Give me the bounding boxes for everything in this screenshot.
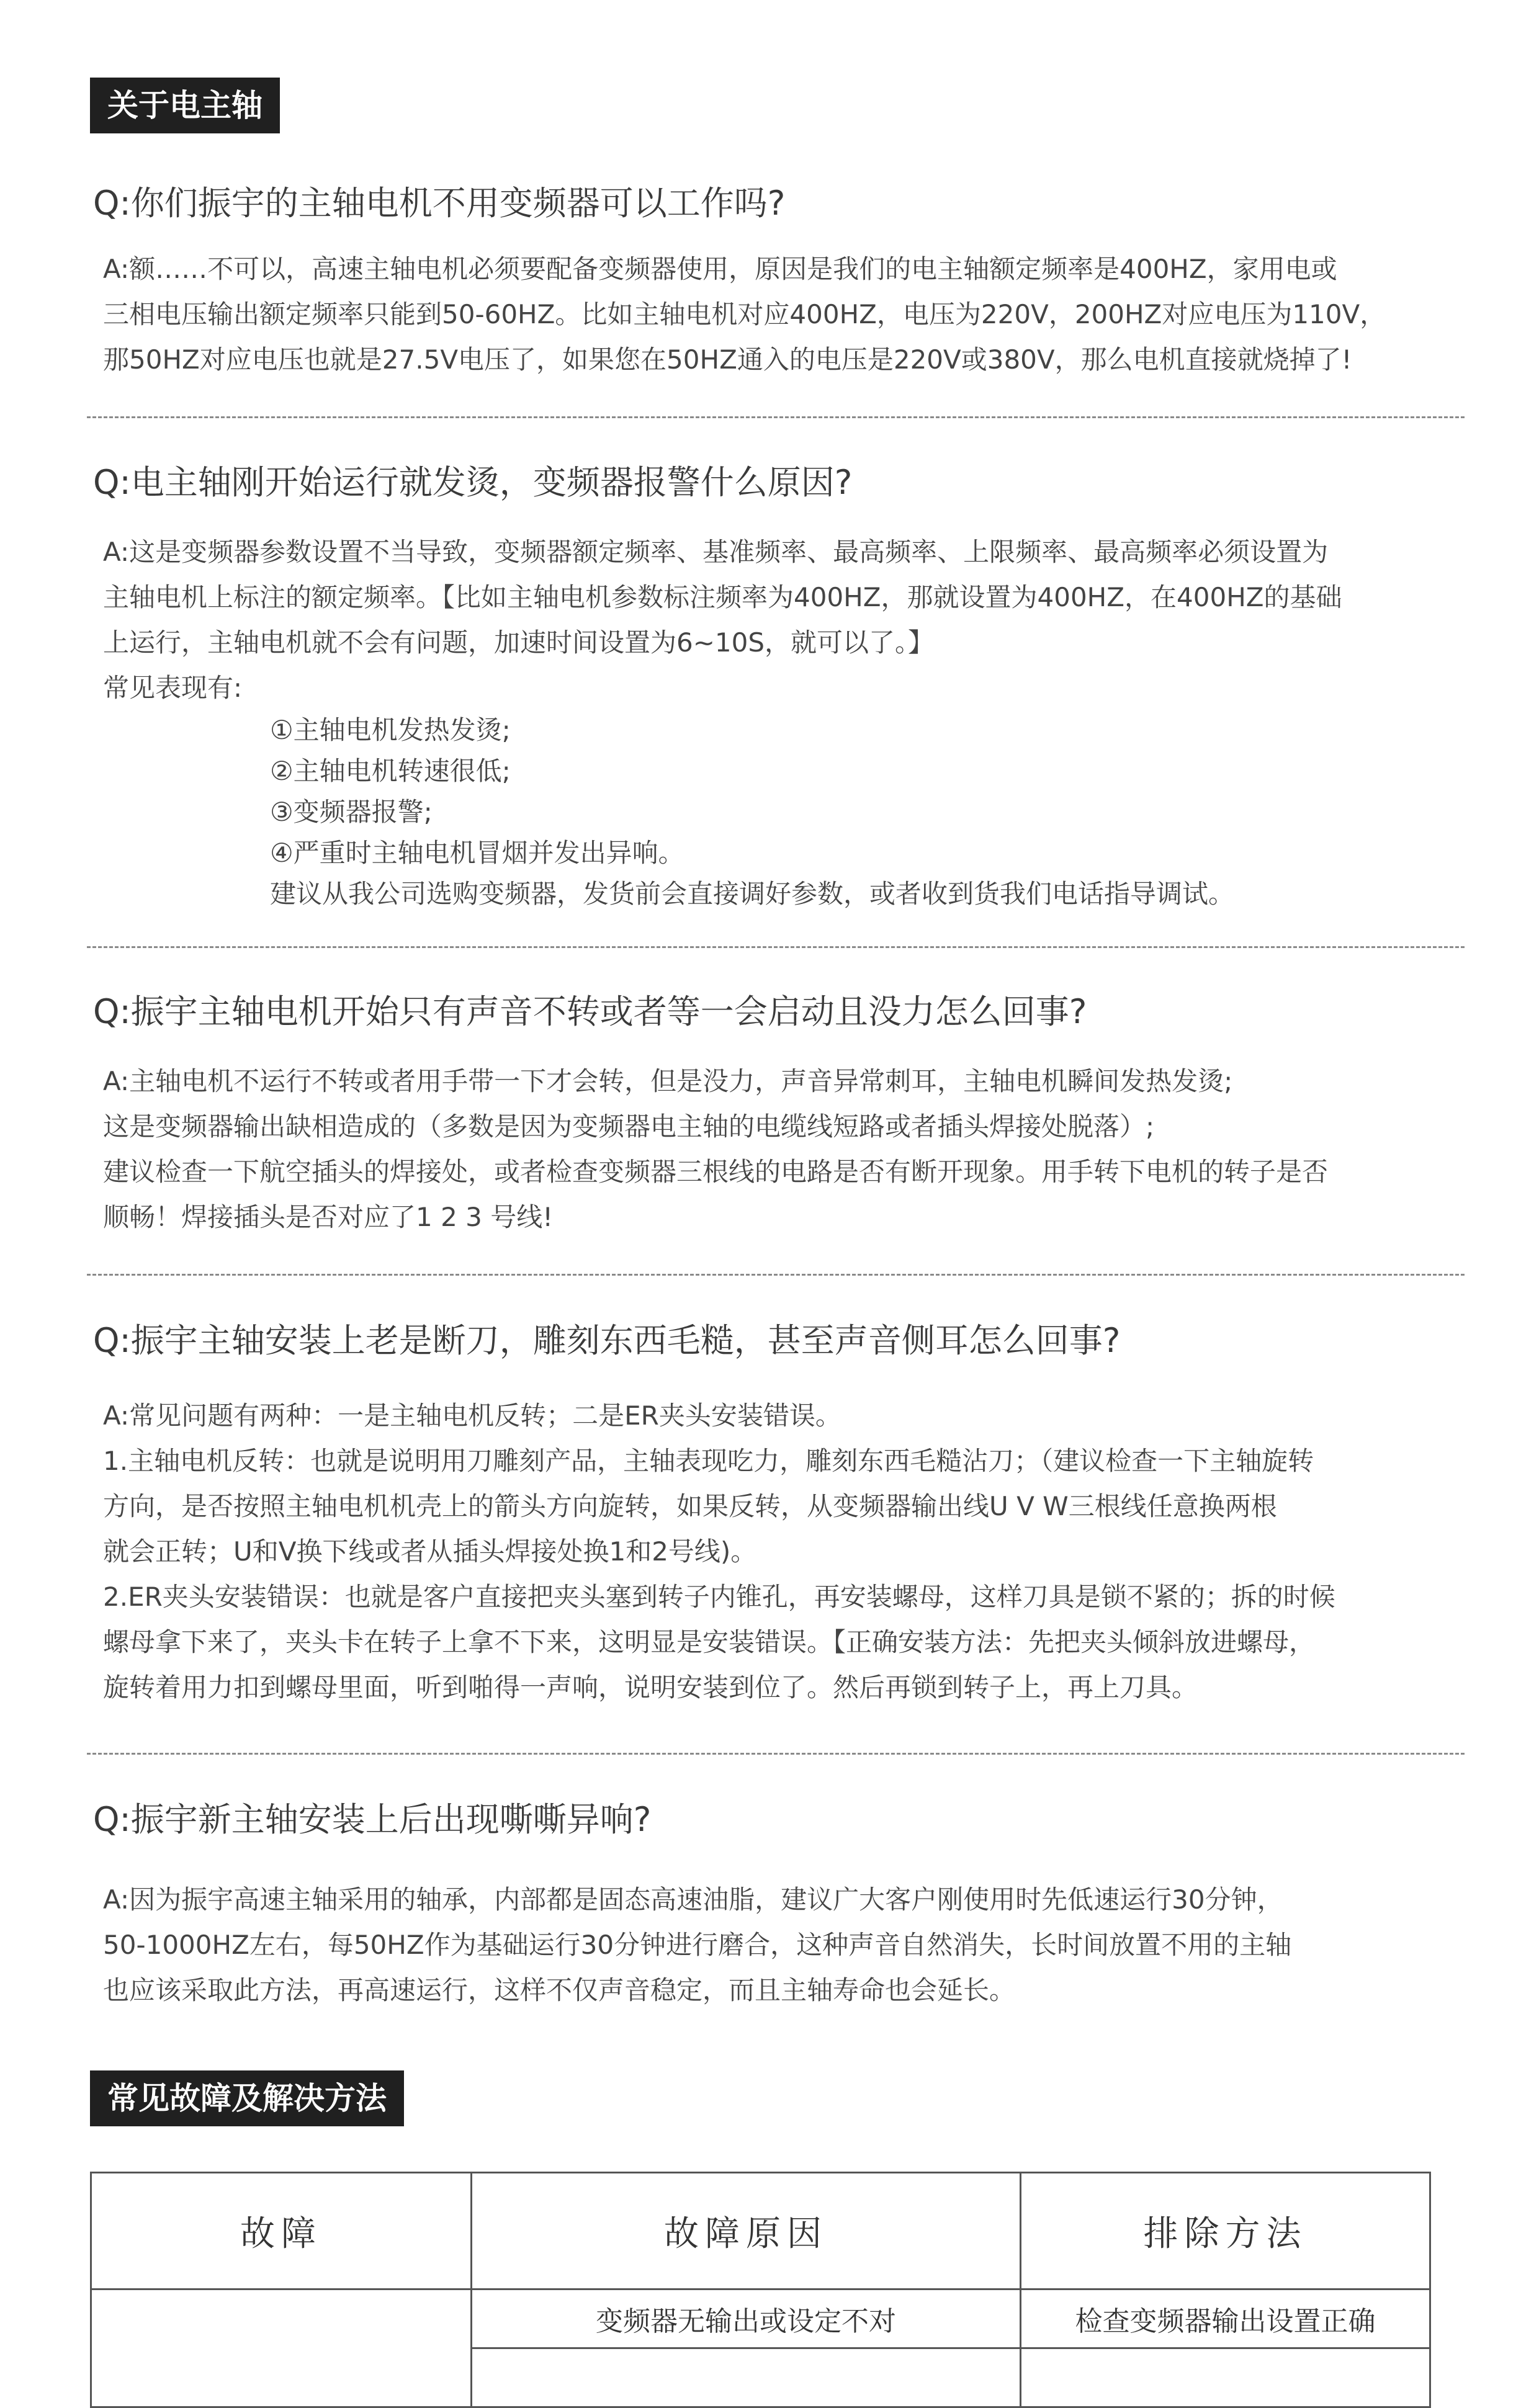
recommendation-text: 建议从我公司选购变频器，发货前会直接调好参数，或者收到货我们电话指导调试。 — [270, 879, 1235, 909]
header-fault: 故障 — [91, 2173, 472, 2289]
faq-question-2: Q:电主轴刚开始运行就发烫，变频器报警什么原因? — [93, 463, 853, 502]
symptom-item: ③变频器报警; — [270, 797, 433, 827]
divider — [87, 946, 1465, 948]
faq-answer-4-line: 2.ER夹头安装错误：也就是客户直接把夹头塞到转子内锥孔，再安装螺母，这样刀具是锁不紧的；拆的时候 — [103, 1582, 1335, 1612]
faq-answer-3-line: 顺畅！焊接插头是否对应了1 2 3 号线! — [103, 1202, 554, 1232]
faq-answer-3-line: 这是变频器输出缺相造成的（多数是因为变频器电主轴的电缆线短路或者插头焊接处脱落）; — [103, 1111, 1155, 1142]
symptom-item: ①主轴电机发热发烫; — [270, 715, 511, 745]
faq-question-1: Q:你们振宇的主轴电机不用变频器可以工作吗? — [93, 184, 786, 223]
faq-answer-5-line: 50-1000HZ左右，每50HZ作为基础运行30分钟进行磨合，这种声音自然消失，长时间放置不用的主轴 — [103, 1930, 1292, 1960]
table-header-row — [91, 2173, 1430, 2289]
table-cell-cause: 变频器无输出或设定不对 — [472, 2289, 1021, 2348]
symptom-item: ④严重时主轴电机冒烟并发出异响。 — [270, 838, 684, 868]
divider — [87, 1274, 1465, 1276]
faq-answer-2-line: A:这是变频器参数设置不当导致，变频器额定频率、基准频率、最高频率、上限频率、最高频率必须设置为 — [103, 537, 1329, 567]
fault-table — [90, 2172, 1431, 2408]
faq-answer-4-line: 就会正转；U和V换下线或者从插头焊接处换1和2号线)。 — [103, 1536, 757, 1567]
header-solution: 排除方法 — [1021, 2173, 1430, 2289]
faq-answer-4-line: 方向，是否按照主轴电机机壳上的箭头方向旋转，如果反转，从变频器输出线U V W三根线任意换两根 — [103, 1491, 1277, 1521]
faq-answer-1-line: 那50HZ对应电压也就是27.5V电压了，如果您在50HZ通入的电压是220V或380V，那么电机直接就烧掉了! — [103, 344, 1352, 375]
faq-question-4: Q:振宇主轴安装上老是断刀，雕刻东西毛糙，甚至声音侧耳怎么回事? — [93, 1321, 1121, 1360]
symptom-list — [270, 710, 1234, 915]
faq-answer-3-line: 建议检查一下航空插头的焊接处，或者检查变频器三根线的电路是否有断开现象。用手转下电机的转子是否 — [103, 1157, 1329, 1187]
faq-answer-2-line: 主轴电机上标注的额定频率。【比如主轴电机参数标注频率为400HZ，那就设置为400HZ，在400HZ的基础 — [103, 582, 1342, 612]
faq-answer-5-line: A:因为振宇高速主轴采用的轴承，内部都是固态高速油脂，建议广大客户刚使用时先低速运行30分钟， — [103, 1884, 1283, 1915]
section-title-common-faults: 常见故障及解决方法 — [90, 2070, 404, 2126]
faq-answer-2-line: 上运行，主轴电机就不会有问题，加速时间设置为6~10S，就可以了。】 — [103, 627, 935, 658]
faq-answer-4-line: 1.主轴电机反转：也就是说明用刀雕刻产品，主轴表现吃力，雕刻东西毛糙沾刀；（建议检查一下主轴旋转 — [103, 1446, 1314, 1476]
faq-answer-4-line: A:常见问题有两种：一是主轴电机反转；二是ER夹头安装错误。 — [103, 1400, 841, 1431]
table-cell-solution — [1021, 2348, 1430, 2407]
divider — [87, 1753, 1465, 1755]
section-title-about-spindle: 关于电主轴 — [90, 78, 280, 133]
faq-answer-5-line: 也应该采取此方法，再高速运行，这样不仅声音稳定，而且主轴寿命也会延长。 — [103, 1975, 1016, 2005]
faq-question-5: Q:振宇新主轴安装上后出现嘶嘶异响? — [93, 1800, 652, 1839]
table-cell-solution: 检查变频器输出设置正确 — [1021, 2289, 1430, 2348]
faq-answer-4-line: 旋转着用力扣到螺母里面，听到啪得一声响，说明安装到位了。然后再锁到转子上，再上刀具。 — [103, 1672, 1198, 1703]
faq-answer-3 — [103, 1059, 1328, 1240]
faq-question-3: Q:振宇主轴电机开始只有声音不转或者等一会启动且没力怎么回事? — [93, 992, 1087, 1031]
faq-answer-3-line: A:主轴电机不运行不转或者用手带一下才会转，但是没力，声音异常刺耳，主轴电机瞬间发热发烫; — [103, 1066, 1233, 1096]
faq-answer-1-line: 三相电压输出额定频率只能到50-60HZ。比如主轴电机对应400HZ，电压为220V，200HZ对应电压为110V， — [103, 299, 1386, 329]
faq-answer-4 — [103, 1393, 1335, 1710]
faq-answer-2-line: 常见表现有: — [103, 673, 243, 703]
table-cell-cause — [472, 2348, 1021, 2407]
faq-answer-1-line: A:额……不可以，高速主轴电机必须要配备变频器使用，原因是我们的电主轴额定频率是400HZ，家用电或 — [103, 254, 1337, 284]
table-cell-fault — [91, 2289, 472, 2407]
symptom-item: ②主轴电机转速很低; — [270, 756, 511, 786]
faq-answer-5 — [103, 1877, 1291, 2013]
divider — [87, 416, 1465, 418]
header-cause: 故障原因 — [472, 2173, 1021, 2289]
faq-answer-2 — [103, 529, 1342, 710]
faq-answer-1 — [103, 246, 1386, 382]
faq-answer-4-line: 螺母拿下来了，夹头卡在转子上拿不下来，这明显是安装错误。【正确安装方法：先把夹头倾斜放进螺母， — [103, 1627, 1316, 1657]
table-row — [91, 2289, 1430, 2348]
